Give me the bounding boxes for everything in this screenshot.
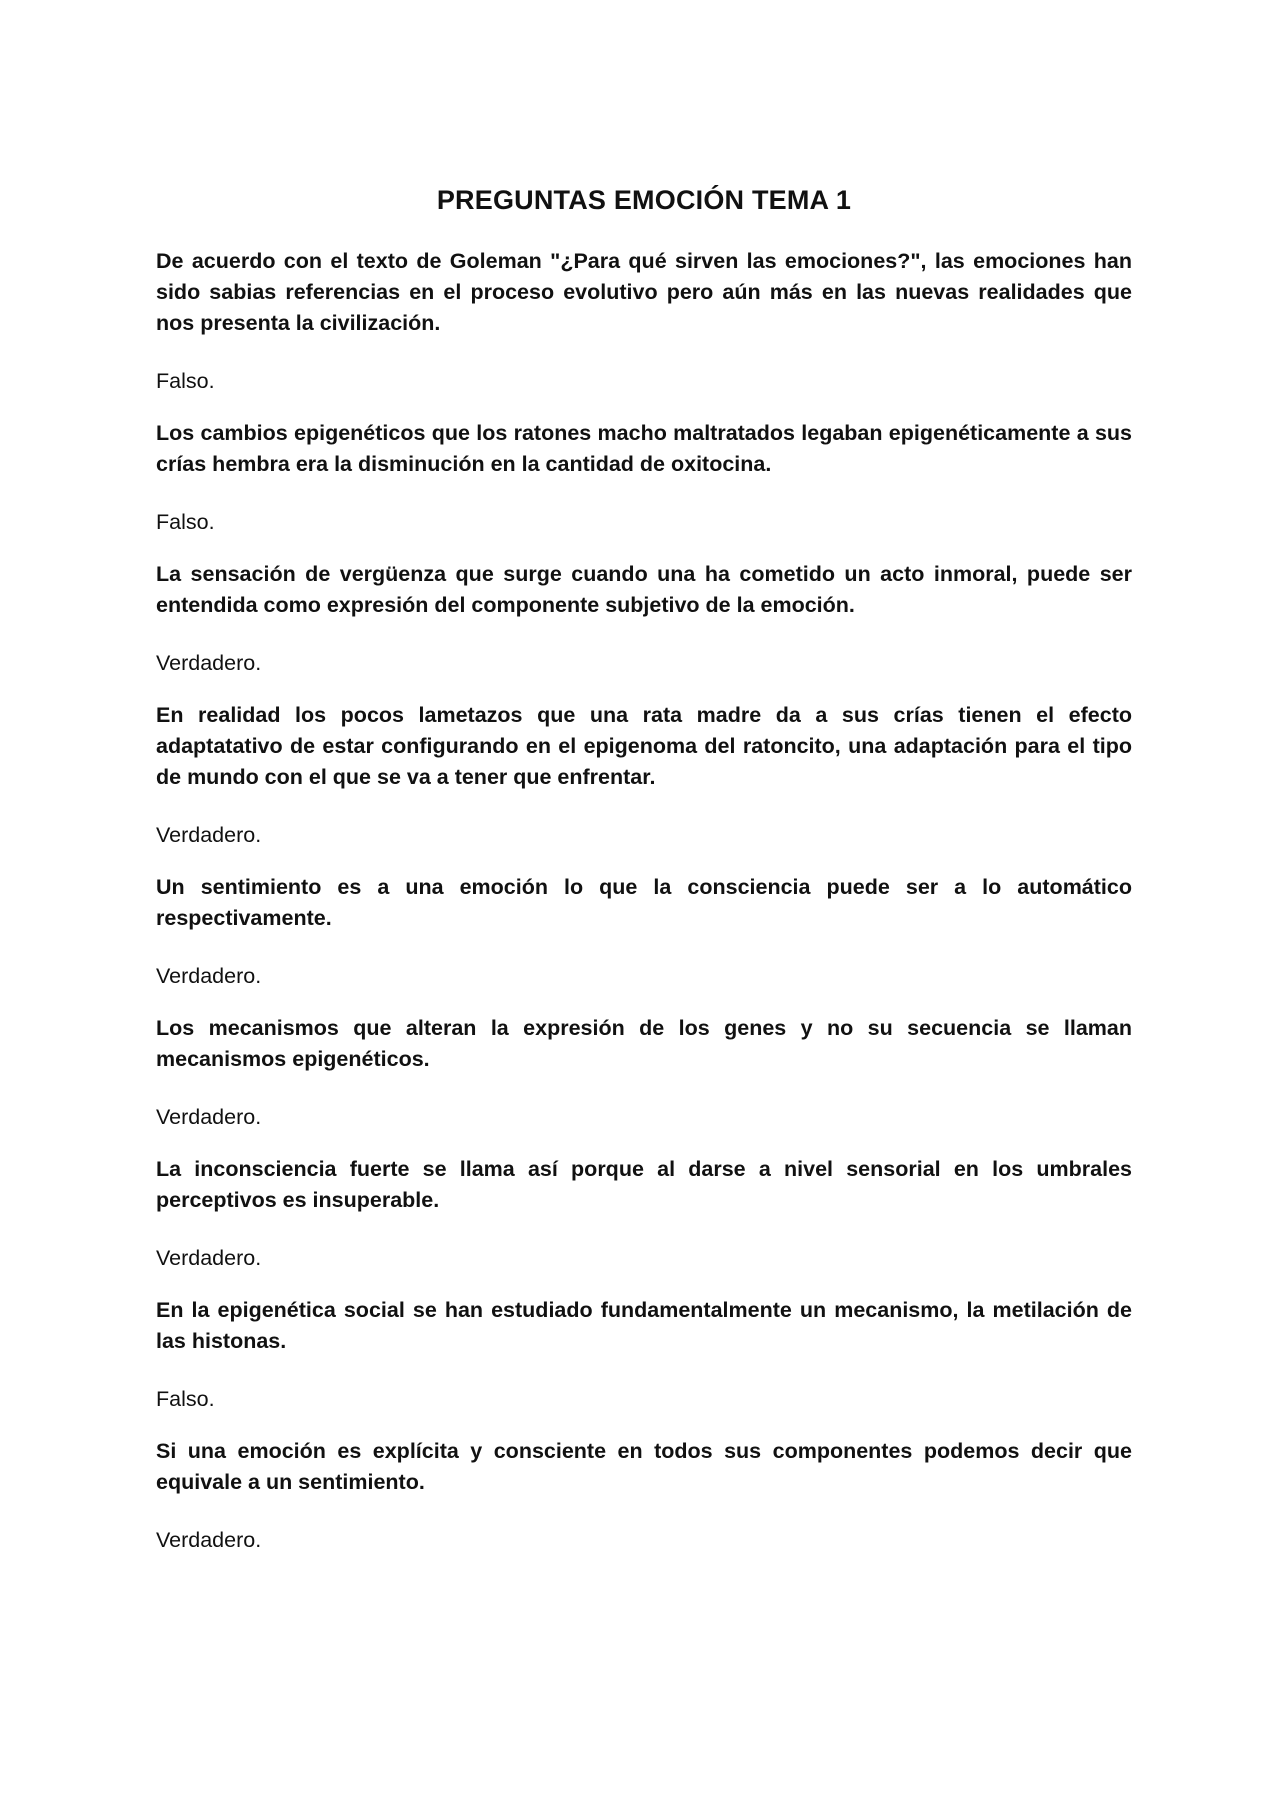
question-item-7 — [156, 1154, 1132, 1274]
question-text: En la epigenética social se han estudiado fundamentalmente un mecanismo, la metilación de las histonas. — [156, 1298, 1132, 1353]
question-item-6 — [156, 1013, 1132, 1133]
question-item-9 — [156, 1436, 1132, 1556]
document-content — [156, 180, 1132, 1577]
question-item-8 — [156, 1295, 1132, 1415]
question-item-4 — [156, 700, 1132, 851]
question-text: La inconsciencia fuerte se llama así porque al darse a nivel sensorial en los umbrales perceptivos es insuperable. — [156, 1157, 1132, 1212]
question-text: De acuerdo con el texto de Goleman "¿Para qué sirven las emociones?", las emociones han sido sabias referencias en el proceso evolutivo pero aún más en las nuevas realidades que nos presenta la civilización. — [156, 249, 1132, 335]
question-item-3 — [156, 559, 1132, 679]
answer-text: Verdadero. — [156, 651, 262, 675]
document-title: PREGUNTAS EMOCIÓN TEMA 1 — [436, 185, 852, 215]
question-text: Si una emoción es explícita y consciente en todos sus componentes podemos decir que equivale a un sentimiento. — [156, 1439, 1132, 1494]
question-text: Los cambios epigenéticos que los ratones macho maltratados legaban epigenéticamente a sus crías hembra era la disminución en la cantidad de oxitocina. — [156, 421, 1132, 476]
question-list — [156, 246, 1132, 1556]
question-text: En realidad los pocos lametazos que una rata madre da a sus crías tienen el efecto adaptatativo de estar configurando en el epigenoma del ratoncito, una adaptación para el tipo de mundo con el que se va a tener que enfrentar. — [156, 703, 1132, 789]
answer-text: Falso. — [156, 1387, 215, 1411]
answer-text: Verdadero. — [156, 964, 262, 988]
question-text: Un sentimiento es a una emoción lo que la consciencia puede ser a lo automático respectivamente. — [156, 875, 1132, 930]
answer-text: Verdadero. — [156, 823, 262, 847]
answer-text: Falso. — [156, 510, 215, 534]
answer-text: Verdadero. — [156, 1105, 262, 1129]
answer-text: Falso. — [156, 369, 215, 393]
answer-text: Verdadero. — [156, 1528, 262, 1552]
question-text: Los mecanismos que alteran la expresión de los genes y no su secuencia se llaman mecanismos epigenéticos. — [156, 1016, 1132, 1071]
question-text: La sensación de vergüenza que surge cuando una ha cometido un acto inmoral, puede ser entendida como expresión del componente subjetivo de la emoción. — [156, 562, 1132, 617]
question-item-1 — [156, 246, 1132, 397]
question-item-5 — [156, 872, 1132, 992]
question-item-2 — [156, 418, 1132, 538]
answer-text: Verdadero. — [156, 1246, 262, 1270]
